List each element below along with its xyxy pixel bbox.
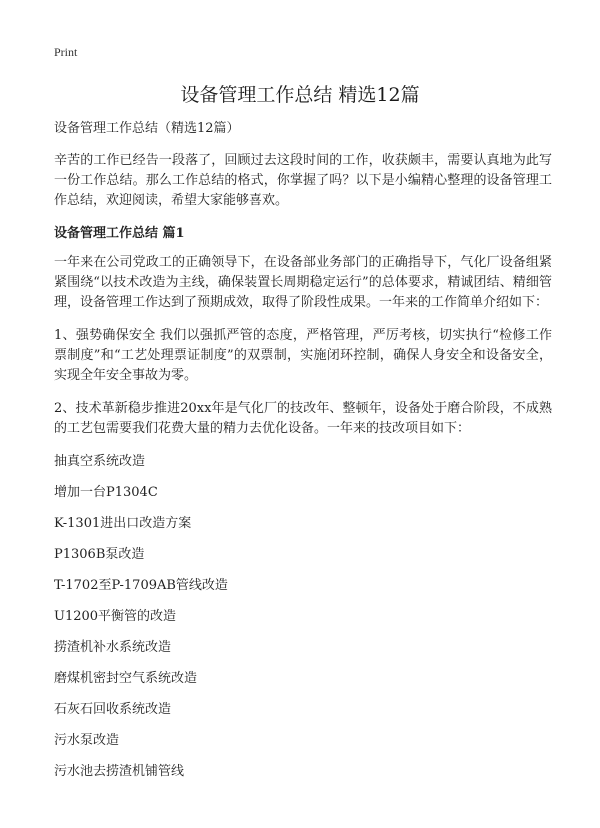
list-item: 增加一台P1304C <box>54 485 158 500</box>
print-label: Print <box>54 45 78 59</box>
list-item: 污水泵改造 <box>54 733 120 748</box>
document-body <box>54 119 552 793</box>
body-paragraph: 2、技术革新稳步推进20xx年是气化厂的技改年、整顿年，设备处于磨合阶段，不成熟的工艺包需要我们花费大量的精力去优化设备。一年来的技改项目如下： <box>54 401 552 436</box>
list-item: 抽真空系统改造 <box>54 454 146 469</box>
document-subtitle: 设备管理工作总结（精选12篇） <box>54 121 240 136</box>
list-item: T-1702至P-1709AB管线改造 <box>54 578 228 593</box>
list-item: U1200平衡管的改造 <box>54 609 177 624</box>
list-item: 捞渣机补水系统改造 <box>54 640 172 655</box>
list-item: P1306B泵改造 <box>54 547 145 562</box>
body-paragraph: 1、强势确保安全 我们以强抓严管的态度，严格管理，严厉考核，切实执行“检修工作票制度”和“工艺处理票证制度”的双票制，实施闭环控制，确保人身安全和设备安全，实现全年安全事故为零。 <box>54 328 552 383</box>
section-heading: 设备管理工作总结 篇1 <box>54 226 185 241</box>
document-title: 设备管理工作总结 精选12篇 <box>180 84 420 106</box>
list-item: K-1301进出口改造方案 <box>54 516 192 531</box>
list-item: 石灰石回收系统改造 <box>54 702 172 717</box>
intro-paragraph: 辛苦的工作已经告一段落了，回顾过去这段时间的工作，收获颇丰，需要认真地为此写一份工作总结。那么工作总结的格式，你掌握了吗？以下是小编精心整理的设备管理工作总结，欢迎阅读，希望大家能够喜欢。 <box>54 153 552 208</box>
list-item: 污水池去捞渣机铺管线 <box>54 764 185 779</box>
body-paragraph: 一年来在公司党政工的正确领导下，在设备部业务部门的正确指导下，气化厂设备组紧紧围绕“以技术改造为主线，确保装置长周期稳定运行”的总体要求，精诚团结、精细管理，设备管理工作达到了预期成效，取得了阶段性成果。一年来的工作简单介绍如下： <box>54 255 552 310</box>
list-item: 磨煤机密封空气系统改造 <box>54 671 198 686</box>
